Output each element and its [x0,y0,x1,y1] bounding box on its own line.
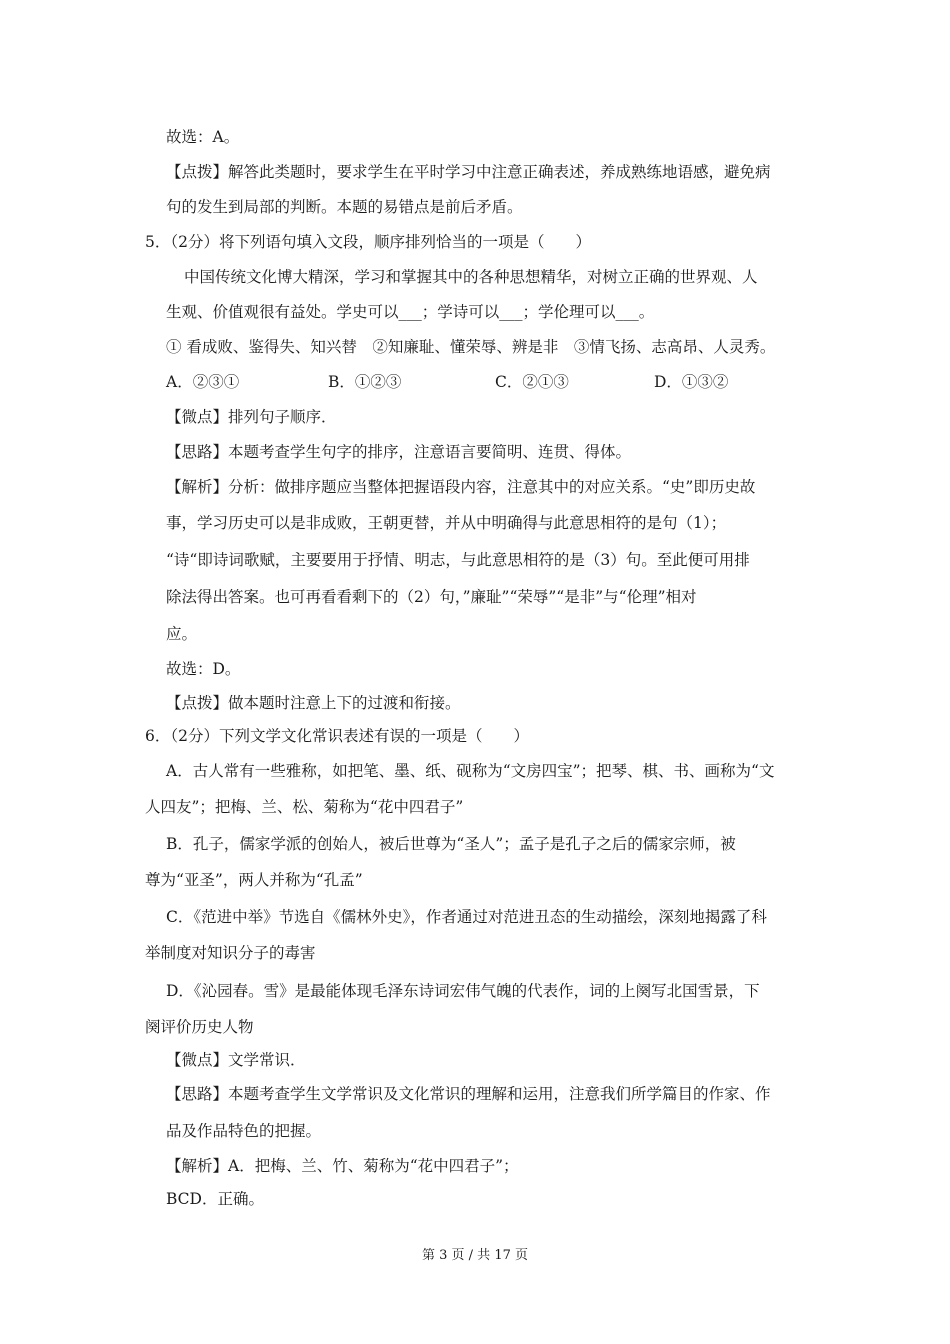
q5-passage-line1: 中国传统文化博大精深，学习和掌握其中的各种思想精华，对树立正确的世界观、人 [184,268,758,286]
q5-tip: 【点拨】做本题时注意上下的过渡和衔接。 [166,694,461,712]
q5-option-c: C．②①③ [495,373,569,391]
q5-answer: 故选：D。 [166,660,241,678]
q5-option-d: D．①③② [654,373,729,391]
page-footer: 第 3 页 / 共 17 页 [422,1248,528,1263]
q6-option-c-line1: C．《范进中举》节选自《儒林外史》，作者通过对范进丑态的生动描绘，深刻地揭露了科 [166,908,767,926]
q5-weidian: 【微点】排列句子顺序． [166,408,337,426]
q6-option-a-line1: A．古人常有一些雅称，如把笔、墨、纸、砚称为“文房四宝”；把琴、棋、书、画称为“文 [166,762,775,780]
q5-stem: 5．（2分）将下列语句填入文段，顺序排列恰当的一项是（ ） [145,233,591,251]
q5-jiexi-line1: 【解析】分析：做排序题应当整体把握语段内容，注意其中的对应关系。“史”即历史故 [166,478,756,496]
q6-stem: 6．（2分）下列文学文化常识表述有误的一项是（ ） [145,727,529,745]
q6-weidian: 【微点】文学常识． [166,1051,306,1069]
q6-option-d-line1: D．《沁园春。雪》是最能体现毛泽东诗词宏伟气魄的代表作，词的上阕写北国雪景，下 [166,982,760,1000]
q4-answer: 故选：A。 [166,128,240,146]
q6-option-b-line2: 尊为“亚圣”，两人并称为“孔孟” [145,871,363,889]
q6-silu-line2: 品及作品特色的把握。 [166,1122,322,1140]
q6-jiexi: 【解析】A．把梅、兰、竹、菊称为“花中四君子”； [166,1157,519,1175]
q6-option-a-line2: 人四友”；把梅、兰、松、菊称为“花中四君子” [145,798,464,816]
q5-jiexi-line2: 事，学习历史可以是非成败，王朝更替，并从中明确得与此意思相符的是句（1）； [166,514,727,532]
q5-jiexi-line4: 除法得出答案。也可再看看剩下的（2）句，”廉耻”“荣辱”“是非”与“伦理”相对 [166,588,697,606]
q5-jiexi-line3: “诗“即诗词歌赋，主要要用于抒情、明志，与此意思相符的是（3）句。至此便可用排 [166,551,750,569]
q4-tip-line2: 句的发生到局部的判断。本题的易错点是前后矛盾。 [166,198,523,216]
q5-option-b: B．①②③ [328,373,402,391]
q5-silu: 【思路】本题考查学生句字的排序，注意语言要简明、连贯、得体。 [166,443,632,461]
q6-option-c-line2: 举制度对知识分子的毒害 [145,944,316,962]
q6-bcd: BCD．正确。 [166,1190,264,1208]
q5-passage-line2: 生观、价值观很有益处。学史可以___；学诗可以___；学伦理可以___。 [166,303,655,321]
q5-items: ① 看成败、鉴得失、知兴替 ②知廉耻、懂荣辱、辨是非 ③情飞扬、志高昂、人灵秀。 [166,338,776,356]
q6-option-b-line1: B．孔子，儒家学派的创始人，被后世尊为“圣人”；孟子是孔子之后的儒家宗师，被 [166,835,736,853]
q5-jiexi-line5: 应。 [166,625,198,643]
q6-silu-line1: 【思路】本题考查学生文学常识及文化常识的理解和运用，注意我们所学篇目的作家、作 [166,1085,771,1103]
q4-tip-line1: 【点拨】解答此类题时，要求学生在平时学习中注意正确表述，养成熟练地语感，避免病 [166,163,771,181]
q6-option-d-line2: 阕评价历史人物 [145,1018,254,1036]
q5-option-a: A．②③① [166,373,240,391]
